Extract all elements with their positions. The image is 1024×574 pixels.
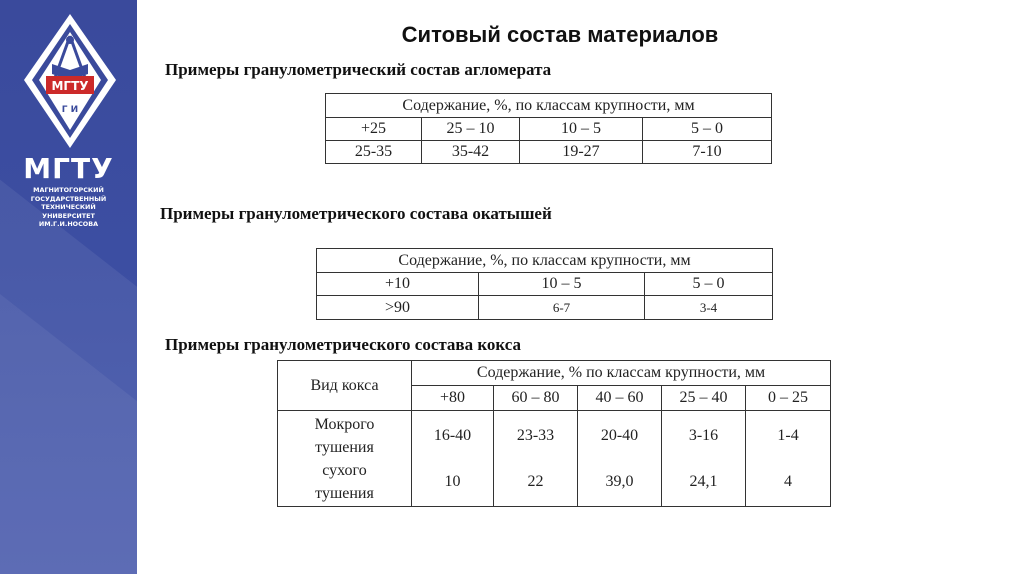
table-cell: 25-35 — [326, 141, 422, 164]
table-cell: 5 – 0 — [643, 118, 772, 141]
university-logo — [22, 12, 118, 150]
coke-type-header: Вид кокса — [278, 361, 412, 411]
table-header: Содержание, %, по классам крупности, мм — [317, 249, 773, 273]
svg-text:МГТУ: МГТУ — [51, 79, 89, 93]
table-cell: 3-4 — [645, 296, 773, 320]
table-cell: 5 – 0 — [645, 273, 773, 296]
sidebar — [0, 0, 137, 574]
table-cell: 23-33 22 — [494, 411, 578, 507]
coke-type-line: сухого — [322, 461, 367, 479]
svg-text:Г И: Г И — [61, 105, 79, 115]
slide-title: Ситовый состав материалов — [401, 22, 719, 47]
coke-type-line: тушения — [315, 438, 374, 456]
table-cell: +10 — [317, 273, 479, 296]
agglomerate-heading: Примеры гранулометрический состав агломерата — [165, 60, 552, 79]
coke-type-line: тушения — [315, 484, 374, 502]
table-cell: 25 – 10 — [422, 118, 520, 141]
table-header: Содержание, %, по классам крупности, мм — [326, 94, 772, 118]
table-cell: +25 — [326, 118, 422, 141]
table-cell: 20-40 39,0 — [578, 411, 662, 507]
brand-full-name: МАГНИТОГОРСКИЙ ГОСУДАРСТВЕННЫЙ ТЕХНИЧЕСКИЙ УНИВЕРСИТЕТ ИМ.Г.И.НОСОВА — [30, 186, 107, 229]
brand-name: МГТУ — [23, 152, 114, 185]
coke-type-line: Мокрого — [314, 415, 375, 433]
table-header: Содержание, % по классам крупности, мм — [412, 361, 831, 386]
table-cell: 7-10 — [643, 141, 772, 164]
table-cell: 16-40 10 — [412, 411, 494, 507]
table-cell: +80 — [412, 386, 494, 411]
table-cell: 1-4 4 — [746, 411, 831, 507]
table-cell: 0 – 25 — [746, 386, 831, 411]
table-cell: 10 – 5 — [479, 273, 645, 296]
pellets-heading: Примеры гранулометрического состава окатышей — [160, 204, 552, 223]
table-cell: 25 – 40 — [662, 386, 746, 411]
table-cell: >90 — [317, 296, 479, 320]
table-cell: 10 – 5 — [520, 118, 643, 141]
coke-type-cell — [278, 411, 412, 507]
table-cell: 35-42 — [422, 141, 520, 164]
table-cell: 3-16 24,1 — [662, 411, 746, 507]
table-cell: 19-27 — [520, 141, 643, 164]
coke-heading: Примеры гранулометрического состава кокса — [165, 335, 522, 354]
table-cell: 6-7 — [479, 296, 645, 320]
agglomerate-table — [325, 93, 772, 164]
table-cell: 40 – 60 — [578, 386, 662, 411]
coke-table — [277, 360, 831, 507]
table-cell: 60 – 80 — [494, 386, 578, 411]
pellets-table — [316, 248, 773, 320]
